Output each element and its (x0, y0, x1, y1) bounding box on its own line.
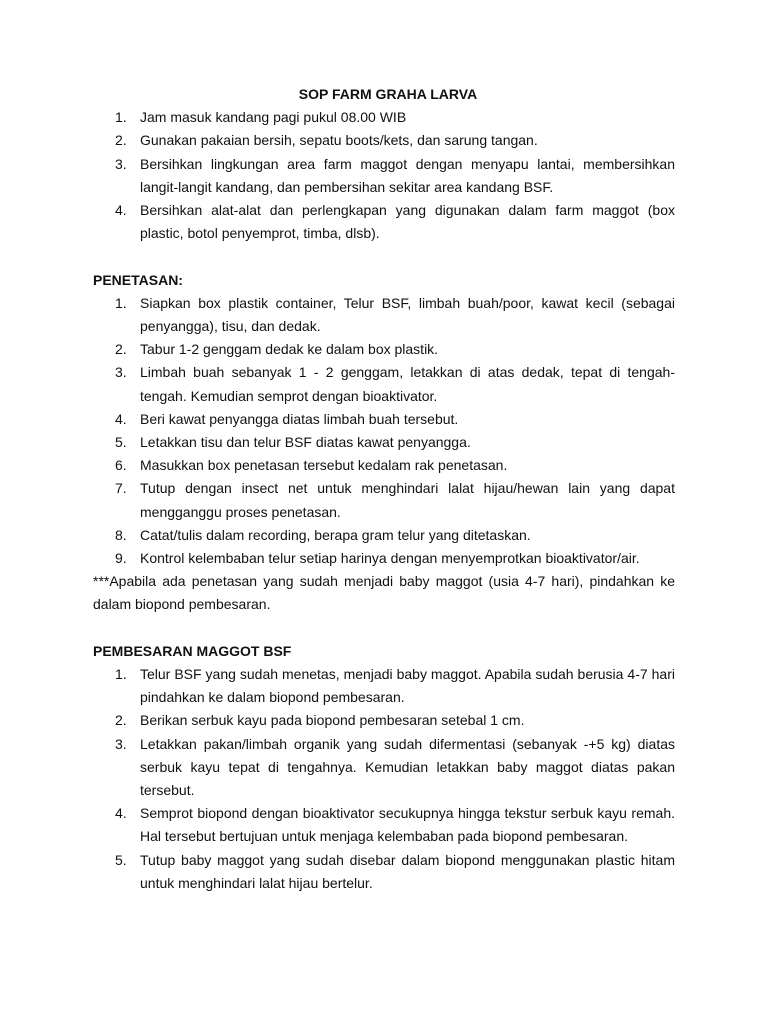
section-heading-pembesaran: PEMBESARAN MAGGOT BSF (93, 642, 292, 659)
penetasan-note: ***Apabila ada penetasan yang sudah menjadi baby maggot (usia 4-7 hari), pindahkan ke dalam biopond pembesaran. (93, 573, 675, 613)
item-number: 1. (115, 666, 127, 682)
item-number: 4. (115, 410, 127, 427)
item-text: Catat/tulis dalam recording, berapa gram telur yang ditetaskan. (140, 526, 531, 543)
list-item (93, 153, 675, 199)
item-text: Beri kawat penyangga diatas limbah buah tersebut. (140, 410, 459, 427)
item-text: Limbah buah sebanyak 1 - 2 genggam, letakkan di atas dedak, tepat di tengah-tengah. Kemudian semprot dengan bioaktivator. (140, 364, 675, 404)
item-number: 4. (115, 202, 127, 218)
list-item (93, 454, 675, 477)
list-item (93, 524, 675, 547)
item-text: Kontrol kelembaban telur setiap harinya dengan menyemprotkan bioaktivator/air. (140, 550, 640, 567)
list-item (93, 431, 675, 454)
spacer (93, 617, 675, 640)
item-text: Telur BSF yang sudah menetas, menjadi baby maggot. Apabila sudah berusia 4-7 hari pindahkan ke dalam biopond pembesaran. (140, 666, 675, 706)
list-item (93, 709, 675, 732)
list-item (93, 408, 675, 431)
list-item (93, 361, 675, 407)
item-number: 7. (115, 480, 127, 497)
item-number: 6. (115, 457, 127, 474)
item-text: Tutup dengan insect net untuk menghindari lalat hijau/hewan lain yang dapat mengganggu proses penetasan. (140, 480, 675, 520)
item-number: 8. (115, 526, 127, 543)
item-number: 1. (115, 109, 127, 126)
list-item (93, 106, 675, 129)
item-text: Semprot biopond dengan bioaktivator secukupnya hingga tekstur serbuk kayu remah. Hal tersebut bertujuan untuk menjaga kelembaban pada biopond pembesaran. (140, 805, 675, 845)
item-text: Tutup baby maggot yang sudah disebar dalam biopond menggunakan plastic hitam untuk menghindari lalat hijau bertelur. (140, 851, 675, 891)
item-number: 3. (115, 735, 127, 752)
item-text: Gunakan pakaian bersih, sepatu boots/kets, dan sarung tangan. (140, 132, 538, 149)
spacer (93, 245, 675, 268)
item-text: Letakkan pakan/limbah organik yang sudah difermentasi (sebanyak -+5 kg) diatas serbuk kayu tepat di tengahnya. Kemudian letakkan baby maggot diatas pakan tersebut. (140, 735, 675, 799)
list-item (93, 849, 675, 895)
list-item (93, 802, 675, 848)
item-number: 9. (115, 550, 127, 567)
intro-list (93, 106, 675, 245)
list-item (93, 663, 675, 709)
item-number: 2. (115, 712, 127, 729)
item-text: Masukkan box penetasan tersebut kedalam rak penetasan. (140, 457, 508, 474)
list-item (93, 733, 675, 803)
item-number: 3. (115, 364, 127, 381)
pembesaran-list (93, 663, 675, 895)
item-number: 3. (115, 155, 127, 172)
item-text: Siapkan box plastik container, Telur BSF, limbah buah/poor, kawat kecil (sebagai penyangga), tisu, dan dedak. (140, 294, 675, 334)
list-item (93, 129, 675, 152)
item-text: Bersihkan alat-alat dan perlengkapan yang digunakan dalam farm maggot (box plastic, botol penyemprot, timba, dlsb). (140, 202, 675, 242)
list-item (93, 547, 675, 570)
item-text: Letakkan tisu dan telur BSF diatas kawat penyangga. (140, 434, 471, 450)
list-item (93, 338, 675, 361)
item-text: Bersihkan lingkungan area farm maggot dengan menyapu lantai, membersihkan langit-langit kandang, dan pembersihan sekitar area kandang BSF. (140, 155, 675, 195)
list-item (93, 292, 675, 338)
item-number: 2. (115, 132, 127, 149)
item-number: 5. (115, 434, 127, 450)
item-text: Tabur 1-2 genggam dedak ke dalam box plastik. (140, 341, 439, 358)
penetasan-list (93, 292, 675, 570)
list-item (93, 477, 675, 523)
section-heading-penetasan: PENETASAN: (93, 271, 183, 288)
document-page (93, 83, 675, 895)
item-number: 4. (115, 805, 127, 822)
item-number: 2. (115, 341, 127, 358)
item-text: Jam masuk kandang pagi pukul 08.00 WIB (140, 109, 407, 126)
item-number: 1. (115, 294, 127, 311)
document-title: SOP FARM GRAHA LARVA (298, 86, 478, 102)
list-item (93, 199, 675, 245)
item-number: 5. (115, 851, 127, 868)
item-text: Berikan serbuk kayu pada biopond pembesaran setebal 1 cm. (140, 712, 525, 729)
